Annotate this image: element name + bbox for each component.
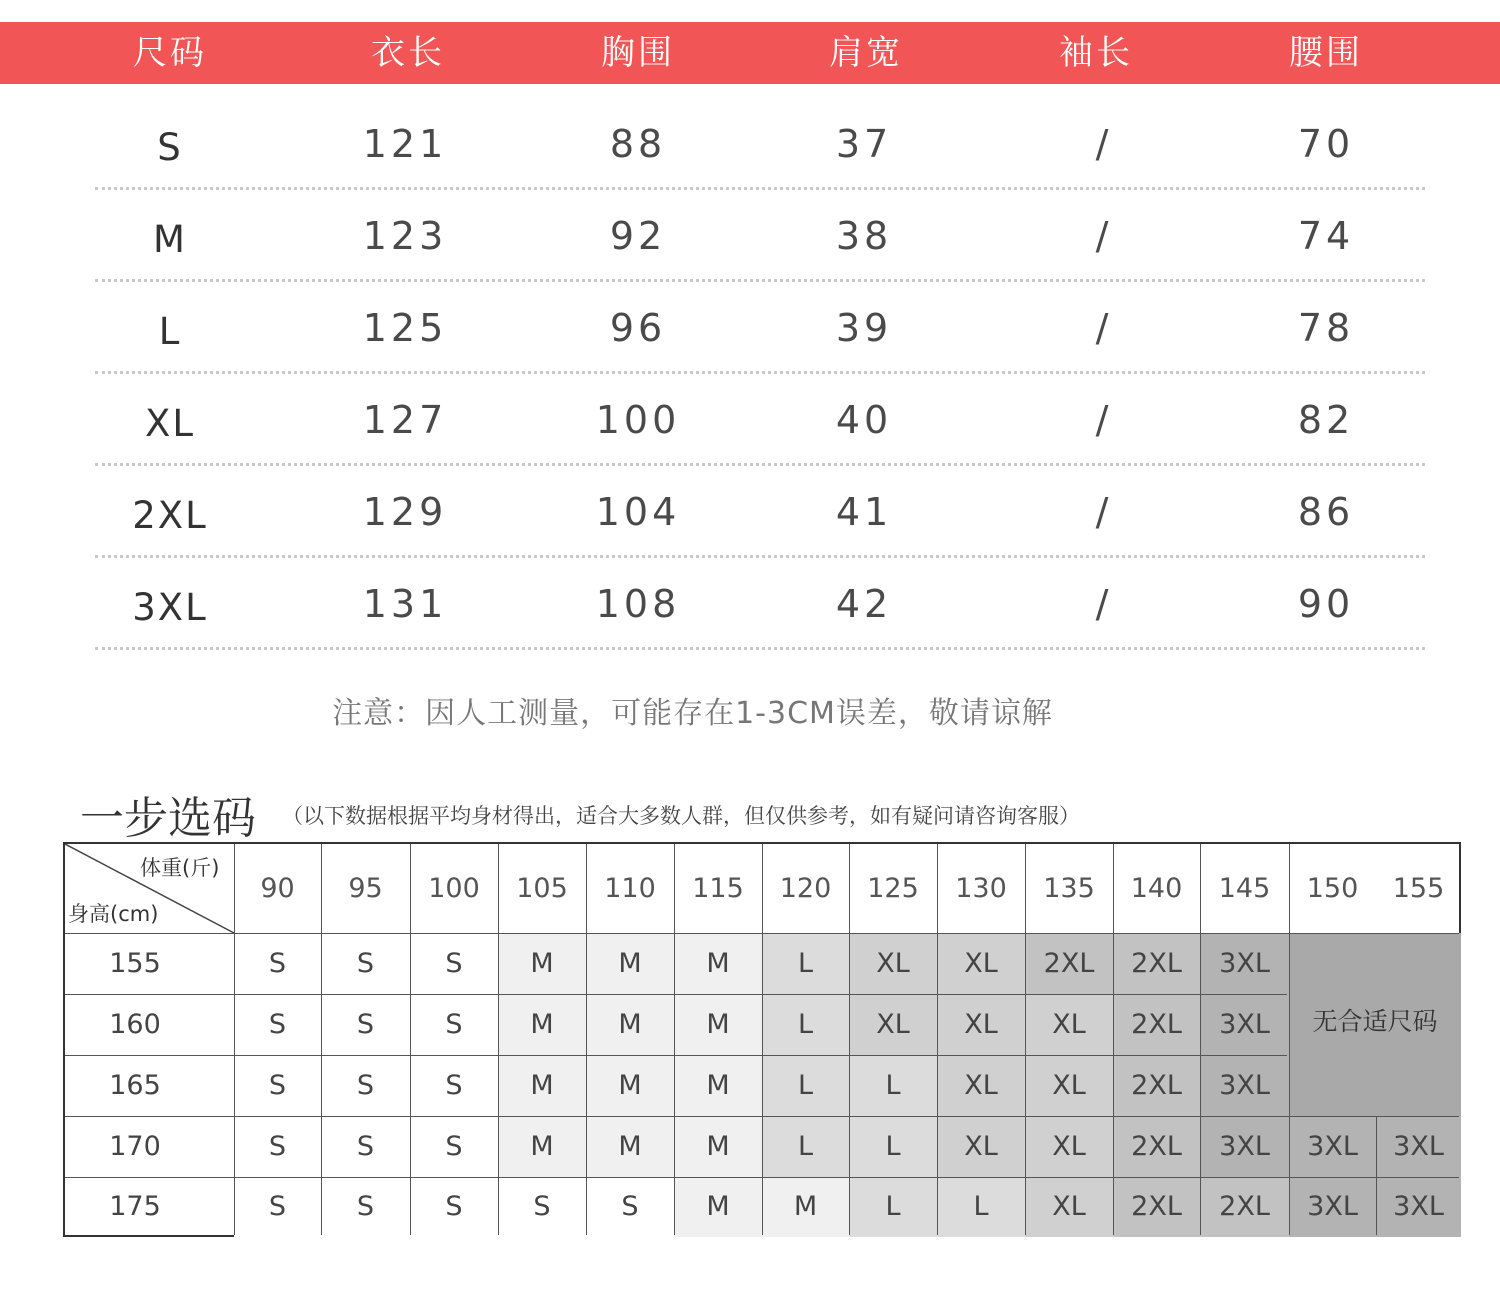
height-label: 175 [109, 1191, 161, 1222]
weight-header: 130 [955, 873, 1007, 904]
measurement-value: 100 [595, 398, 681, 442]
weight-header: 115 [692, 873, 744, 904]
measurement-value: 38 [835, 214, 893, 258]
size-cell: XL [1025, 1177, 1113, 1237]
size-cell: S [234, 1055, 321, 1116]
measurement-value: 131 [362, 582, 448, 626]
recommend-title: 一步选码 [80, 793, 256, 844]
size-cell: 2XL [1113, 994, 1200, 1055]
size-cell: XL [937, 994, 1025, 1055]
size-cell: S [410, 1177, 498, 1237]
height-label: 165 [109, 1070, 161, 1101]
weight-header: 105 [516, 873, 568, 904]
size-cell: M [762, 1177, 849, 1237]
measurement-value: 78 [1297, 306, 1355, 350]
size-cell: S [234, 1116, 321, 1177]
size-cell: 3XL [1200, 994, 1289, 1055]
size-cell: S [410, 933, 498, 994]
size-cell: S [321, 933, 410, 994]
measurement-value: 41 [835, 490, 893, 534]
size-cell: M [586, 933, 674, 994]
size-cell: M [674, 1116, 762, 1177]
weight-header: 125 [867, 873, 919, 904]
size-row-s [0, 98, 1500, 190]
size-cell: 3XL [1376, 1116, 1461, 1177]
measurement-value: 96 [609, 306, 667, 350]
size-cell: M [674, 1055, 762, 1116]
measurement-value: 40 [835, 398, 893, 442]
size-row-2xl [0, 466, 1500, 558]
grid-hline [65, 1055, 1287, 1056]
size-recommend-grid [63, 842, 1461, 1237]
size-cell: 3XL [1289, 1116, 1376, 1177]
measurement-value: 108 [595, 582, 681, 626]
size-cell: M [498, 1116, 586, 1177]
size-label: M [153, 218, 187, 261]
measurement-value: 86 [1297, 490, 1355, 534]
size-cell: M [674, 933, 762, 994]
size-cell: S [321, 994, 410, 1055]
weight-header: 90 [260, 873, 295, 904]
row-divider [95, 647, 1425, 650]
size-cell: M [498, 1055, 586, 1116]
size-cell: XL [849, 994, 937, 1055]
header-size: 尺码 [133, 33, 207, 73]
size-label: 2XL [132, 494, 208, 537]
size-label: L [158, 310, 182, 353]
weight-header: 95 [348, 873, 383, 904]
size-label: XL [145, 402, 195, 445]
size-cell: L [762, 1116, 849, 1177]
size-cell: 2XL [1113, 1055, 1200, 1116]
size-cell: XL [937, 1055, 1025, 1116]
size-cell: XL [937, 933, 1025, 994]
measurement-value: 88 [609, 122, 667, 166]
size-cell: S [321, 1116, 410, 1177]
weight-header: 150 [1306, 873, 1359, 904]
size-cell: XL [1025, 1055, 1113, 1116]
size-cell: S [321, 1055, 410, 1116]
size-cell: 3XL [1200, 933, 1289, 994]
header-length: 衣长 [371, 33, 445, 73]
measurement-value: 125 [362, 306, 448, 350]
header-shoulder: 肩宽 [829, 33, 903, 73]
height-label: 155 [109, 948, 161, 979]
measurement-value: / [1095, 398, 1113, 442]
size-cell: 2XL [1113, 1116, 1200, 1177]
size-cell: S [234, 1177, 321, 1237]
corner-weight-label: 体重(斤) [140, 856, 220, 880]
size-cell: S [234, 994, 321, 1055]
measurement-value: 92 [609, 214, 667, 258]
size-cell: L [762, 933, 849, 994]
size-row-xl [0, 374, 1500, 466]
grid-vline [1376, 1116, 1377, 1235]
size-row-3xl [0, 558, 1500, 650]
header-chest: 胸围 [601, 33, 675, 73]
measurement-value: 70 [1297, 122, 1355, 166]
size-cell: M [586, 1055, 674, 1116]
corner-height-label: 身高(cm) [68, 902, 159, 926]
size-cell: M [586, 1116, 674, 1177]
measurement-value: 82 [1297, 398, 1355, 442]
height-label: 160 [109, 1009, 161, 1040]
size-label: S [157, 126, 183, 169]
size-cell: 3XL [1200, 1055, 1289, 1116]
grid-hline [65, 1177, 1459, 1178]
grid-hline [65, 994, 1287, 995]
size-cell: M [674, 994, 762, 1055]
grid-hline [65, 1116, 1459, 1117]
header-waist: 腰围 [1289, 33, 1363, 73]
size-cell: 2XL [1200, 1177, 1289, 1237]
corner-diagonal [65, 844, 235, 934]
weight-header: 120 [779, 873, 832, 904]
weight-header: 155 [1392, 873, 1445, 904]
size-cell: S [410, 1116, 498, 1177]
size-cell: S [321, 1177, 410, 1237]
size-cell: 3XL [1289, 1177, 1376, 1237]
size-cell: S [410, 994, 498, 1055]
size-cell: 2XL [1025, 933, 1113, 994]
measurement-note: 注意：因人工测量，可能存在1-3CM误差，敬请谅解 [332, 696, 1053, 731]
measurement-value: / [1095, 122, 1113, 166]
size-row-l [0, 282, 1500, 374]
size-cell: XL [937, 1116, 1025, 1177]
measurement-value: / [1095, 214, 1113, 258]
size-cell: S [586, 1177, 674, 1237]
size-cell: S [410, 1055, 498, 1116]
measurement-value: 39 [835, 306, 893, 350]
size-cell: 2XL [1113, 1177, 1200, 1237]
measurement-value: 90 [1297, 582, 1355, 626]
size-cell: S [234, 933, 321, 994]
size-cell: L [849, 1116, 937, 1177]
weight-header: 145 [1218, 873, 1271, 904]
measurement-value: 42 [835, 582, 893, 626]
size-cell: L [762, 1055, 849, 1116]
size-cell: XL [1025, 1116, 1113, 1177]
size-cell: XL [849, 933, 937, 994]
measurement-value: 74 [1297, 214, 1355, 258]
grid-hline [65, 933, 1459, 934]
measurement-value: 129 [362, 490, 448, 534]
size-cell: M [674, 1177, 762, 1237]
measurement-value: 104 [595, 490, 681, 534]
size-cell: 3XL [1200, 1116, 1289, 1177]
size-cell: 2XL [1113, 933, 1200, 994]
measurement-value: 127 [362, 398, 448, 442]
size-table-header [0, 22, 1500, 84]
weight-header: 100 [428, 873, 480, 904]
measurement-value: / [1095, 306, 1113, 350]
size-cell: M [498, 933, 586, 994]
header-sleeve: 袖长 [1059, 33, 1133, 73]
measurement-value: 37 [835, 122, 893, 166]
measurement-value: 123 [362, 214, 448, 258]
size-cell: L [849, 1055, 937, 1116]
size-cell: M [586, 994, 674, 1055]
weight-header: 110 [604, 873, 656, 904]
size-cell: XL [1025, 994, 1113, 1055]
size-cell: M [498, 994, 586, 1055]
measurement-value: / [1095, 582, 1113, 626]
recommend-subtitle: （以下数据根据平均身材得出，适合大多数人群，但仅供参考，如有疑问请咨询客服） [282, 804, 1080, 828]
no-fit-cell: 无合适尺码 [1289, 933, 1461, 1116]
size-cell: L [762, 994, 849, 1055]
size-cell: L [937, 1177, 1025, 1237]
measurement-value: / [1095, 490, 1113, 534]
weight-header: 135 [1043, 873, 1095, 904]
size-cell: 3XL [1376, 1177, 1461, 1237]
size-cell: L [849, 1177, 937, 1237]
size-label: 3XL [132, 586, 208, 629]
size-row-m [0, 190, 1500, 282]
size-cell: S [498, 1177, 586, 1237]
weight-header: 140 [1130, 873, 1183, 904]
measurement-value: 121 [362, 122, 448, 166]
height-label: 170 [109, 1131, 161, 1162]
